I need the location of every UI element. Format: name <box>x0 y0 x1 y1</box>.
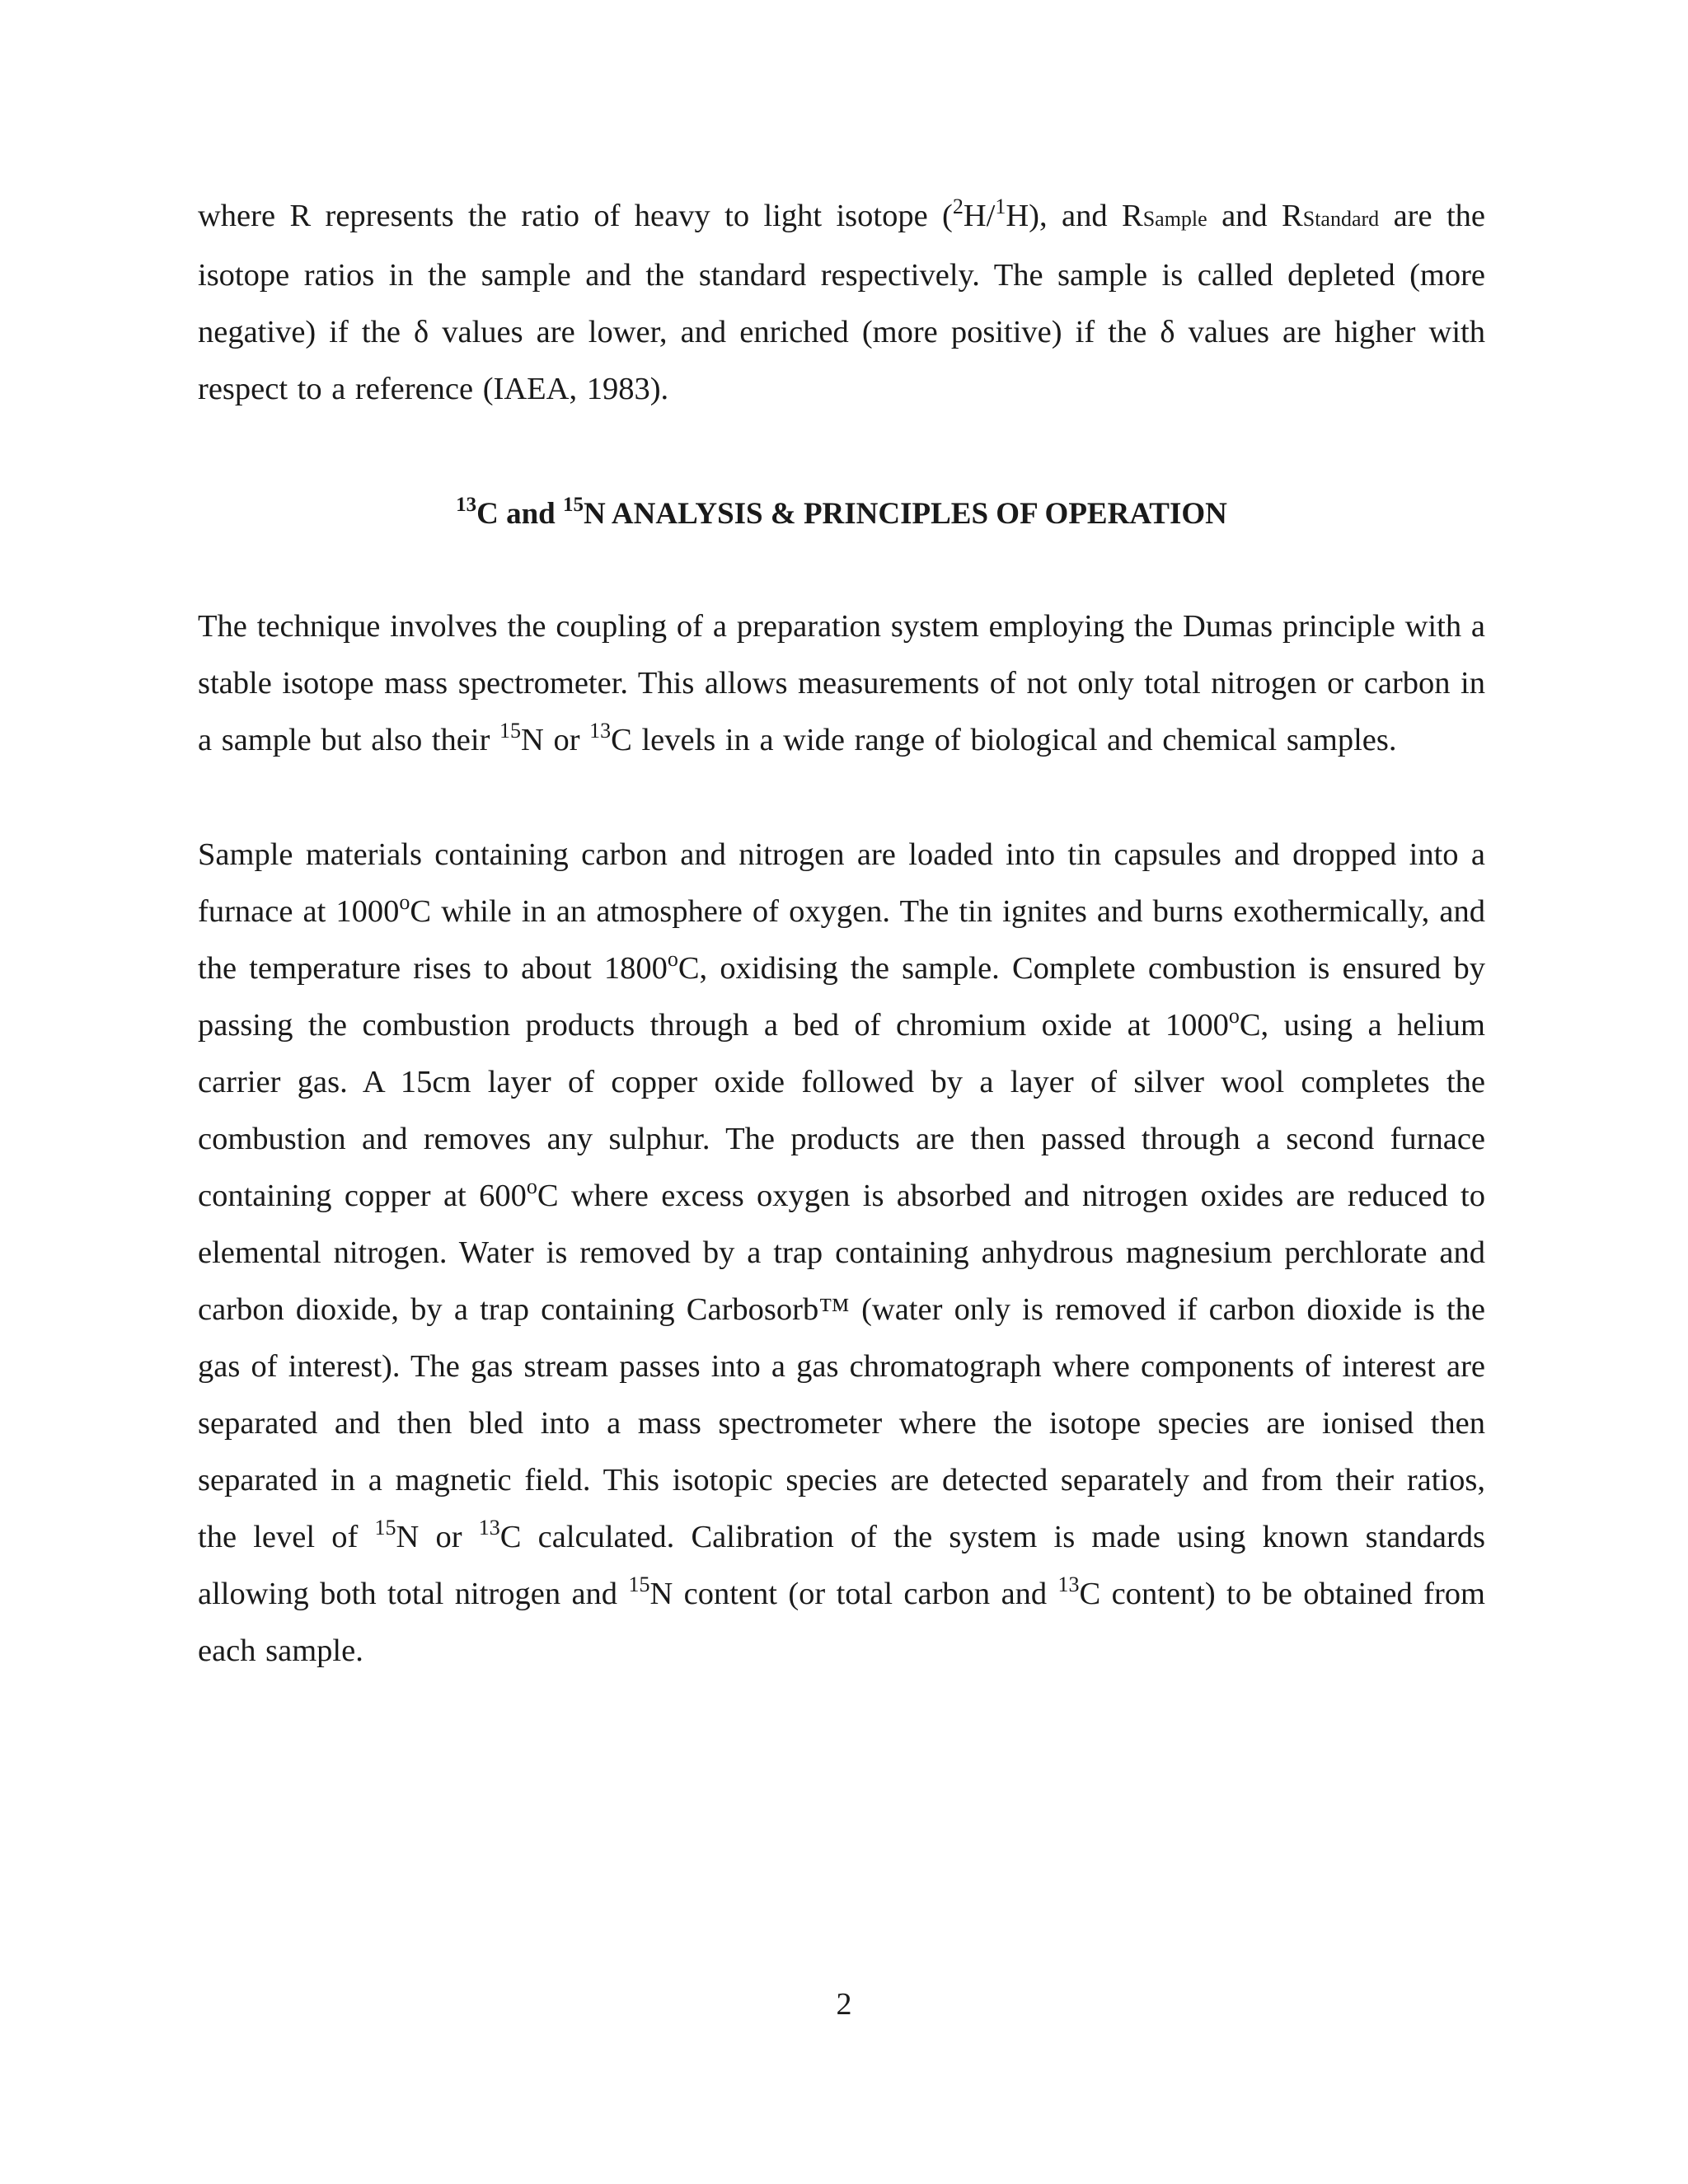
subscript-sample: Sample <box>1142 207 1207 231</box>
superscript: 13 <box>1057 1572 1080 1596</box>
para2-text-8: N content (or total carbon and <box>649 1577 1058 1611</box>
intro-paragraph <box>198 188 1485 418</box>
page-number: 2 <box>836 1987 852 2022</box>
superscript: 2 <box>952 194 964 218</box>
para2-text-9: C content) to be obtained from each sample. <box>198 1577 1485 1668</box>
superscript: 13 <box>589 719 612 743</box>
para2-text-2: C while in an atmosphere of oxygen. The tin ignites and burns exothermically, and the temperature rises to about 1800 <box>198 894 1485 986</box>
superscript: 15 <box>499 719 522 743</box>
superscript: 13 <box>478 1516 500 1540</box>
technique-paragraph <box>198 598 1485 769</box>
para2-text-5: C where excess oxygen is absorbed and nitrogen oxides are reduced to elemental nitrogen. Water is removed by a trap containing anhydrous magnesium perchlorate and carbon dioxide, by a trap containing Carbosorb™ (water only is removed if carbon dioxide is the gas of interest). The gas stream passes into a gas chromatograph where components of interest are separated and then bled into a mass spectrometer where the isotope species are ionised then separated in a magnetic field. This isotopic species are detected separately and from their ratios, the level of <box>198 1179 1485 1554</box>
document-page <box>198 188 1485 1680</box>
para2-text-7: C calculated. Calibration of the system is made using known standards allowing both total nitrogen and <box>198 1520 1486 1611</box>
intro-text-5: are the isotope ratios in the sample and the standard respectively. The sample is called depleted (more negative) if the δ values are lower, and enriched (more positive) if the δ values are higher with respect to a reference (IAEA, 1983). <box>198 199 1485 406</box>
superscript: 13 <box>456 494 477 516</box>
intro-text-3: H), and R <box>1006 199 1143 233</box>
intro-text-4: and R <box>1207 199 1303 233</box>
heading-text-2: N ANALYSIS & PRINCIPLES OF OPERATION <box>583 497 1227 531</box>
section-heading <box>198 485 1485 542</box>
superscript: 15 <box>628 1572 650 1596</box>
heading-text-1: C and <box>476 497 563 531</box>
intro-text-1: where R represents the ratio of heavy to light isotope ( <box>198 199 953 233</box>
superscript: o <box>667 947 678 971</box>
para2-text-4: C, using a helium carrier gas. A 15cm layer of copper oxide followed by a layer of silver wool completes the combustion and removes any sulphur. The products are then passed through a second furnace containing copper at 600 <box>198 1008 1485 1213</box>
subscript-standard: Standard <box>1302 207 1380 231</box>
para1-text-1: The technique involves the coupling of a preparation system employing the Dumas principle with a stable isotope mass spectrometer. This allows measurements of not only total nitrogen or carbon in a sample but also their <box>198 609 1485 757</box>
para1-text-3: C levels in a wide range of biological and chemical samples. <box>611 723 1397 757</box>
superscript: o <box>526 1174 537 1198</box>
superscript: o <box>1228 1004 1240 1028</box>
superscript: 1 <box>995 194 1006 218</box>
para1-text-2: N or <box>521 723 590 757</box>
para2-text-3: C, oxidising the sample. Complete combustion is ensured by passing the combustion products through a bed of chromium oxide at 1000 <box>198 951 1485 1043</box>
superscript: 15 <box>562 494 584 516</box>
para2-text-1: Sample materials containing carbon and nitrogen are loaded into tin capsules and dropped into a furnace at 1000 <box>198 837 1485 929</box>
superscript: o <box>399 890 410 914</box>
para2-text-6: N or <box>396 1520 479 1554</box>
procedure-paragraph <box>198 827 1485 1680</box>
intro-text-2: H/ <box>963 199 996 233</box>
superscript: 15 <box>374 1516 396 1540</box>
